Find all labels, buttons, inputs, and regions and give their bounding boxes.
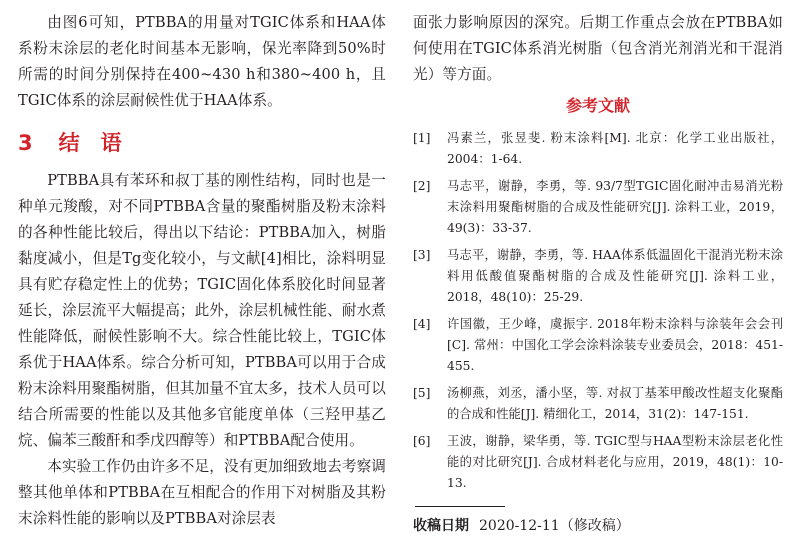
reference-item (413, 431, 783, 494)
reference-item (413, 245, 783, 308)
reference-text: 马志平，谢静，李勇，等. 93/7型TGIC固化耐冲击易消光粉末涂料用聚酯树脂的合成及性能研究[J]. 涂料工业，2019，49(3)：33-37. (447, 179, 783, 235)
reference-item (413, 383, 783, 425)
reference-list (413, 128, 783, 494)
reference-text: 冯素兰，张昱斐. 粉末涂料[M]. 北京：化学工业出版社，2004：1-64. (447, 131, 783, 166)
reference-item (413, 128, 783, 170)
paragraph-continuation: 面张力影响原因的深究。后期工作重点会放在PTBBA如何使用在TGIC体系消光树脂（包含消光剂消光和干混消光）等方面。 (413, 14, 783, 83)
reference-item (413, 176, 783, 239)
section-title: 结 语 (58, 131, 122, 155)
paragraph-shortcomings: 本实验工作仍由许多不足，没有更加细致地去考察调整其他单体和PTBBA在互相配合的作用下对树脂及其粉末涂料性能的影响以及PTBBA对涂层表 (18, 458, 386, 527)
received-date-label: 收稿日期 (413, 518, 469, 534)
paragraph-conclusion: PTBBA具有苯环和叔丁基的刚性结构，同时也是一种单元羧酸，对不同PTBBA含量的聚酯树脂及粉末涂料的各种性能比较后，得出以下结论：PTBBA加入，树脂黏度减小，但是Tg变化较小，与文献[4]相比，涂料明显具有贮存稳定性上的优势；TGIC固化体系胶化时间显著延长，涂层流平大幅提高；此外，涂层机械性能、耐水煮性能降低，耐候性影响不大。综合性能比较上，TGIC体系优于HAA体系。综合分析可知，PTBBA可以用于合成粉末涂料用聚酯树脂，但其加量不宜太多，技术人员可以结合所需要的性能以及其他多官能度单体（三羟甲基乙烷、偏苯三酸酐和季戊四醇等）和PTBBA配合使用。 (18, 172, 386, 449)
paragraph-aging: 由图6可知，PTBBA的用量对TGIC体系和HAA体系粉末涂层的老化时间基本无影响，保光率降到50%时所需的时间分别保持在400~430 h和380~400 h，且TGIC体系的涂层耐候性优于HAA体系。 (18, 14, 386, 109)
left-column (18, 0, 386, 532)
reference-text: 王波，谢静，梁华勇，等. TGIC型与HAA型粉末涂层老化性能的对比研究[J]. 合成材料老化与应用，2019，48(1)：10-13. (447, 434, 783, 490)
section-heading (18, 128, 386, 158)
section-number: 3 (18, 131, 33, 155)
reference-text: 汤柳燕，刘丞，潘小坚，等. 对叔丁基苯甲酸改性超支化聚酯的合成和性能[J]. 精细化工，2014，31(2)：147-151. (447, 386, 783, 421)
reference-index: [1] (413, 131, 431, 145)
reference-item (413, 314, 783, 377)
reference-index: [4] (413, 317, 431, 331)
reference-index: [5] (413, 386, 431, 400)
received-date (413, 515, 783, 537)
references-title: 参考文献 (565, 96, 630, 115)
received-date-value: 2020-12-11（修改稿） (479, 518, 630, 534)
reference-index: [2] (413, 179, 431, 193)
reference-text: 许国徽，王少峰，虞振宇. 2018年粉末涂料与涂装年会会刊[C]. 常州：中国化工学会涂料涂装专业委员会，2018：451-455. (447, 317, 783, 373)
right-column (413, 0, 783, 537)
reference-index: [6] (413, 434, 431, 448)
footnote-divider (415, 506, 505, 507)
reference-index: [3] (413, 248, 431, 262)
reference-text: 马志平，谢静，李勇，等. HAA体系低温固化干混消光粉末涂料用低酸值聚酯树脂的合成及性能研究[J]. 涂料工业，2018，48(10)：25-29. (447, 248, 783, 304)
